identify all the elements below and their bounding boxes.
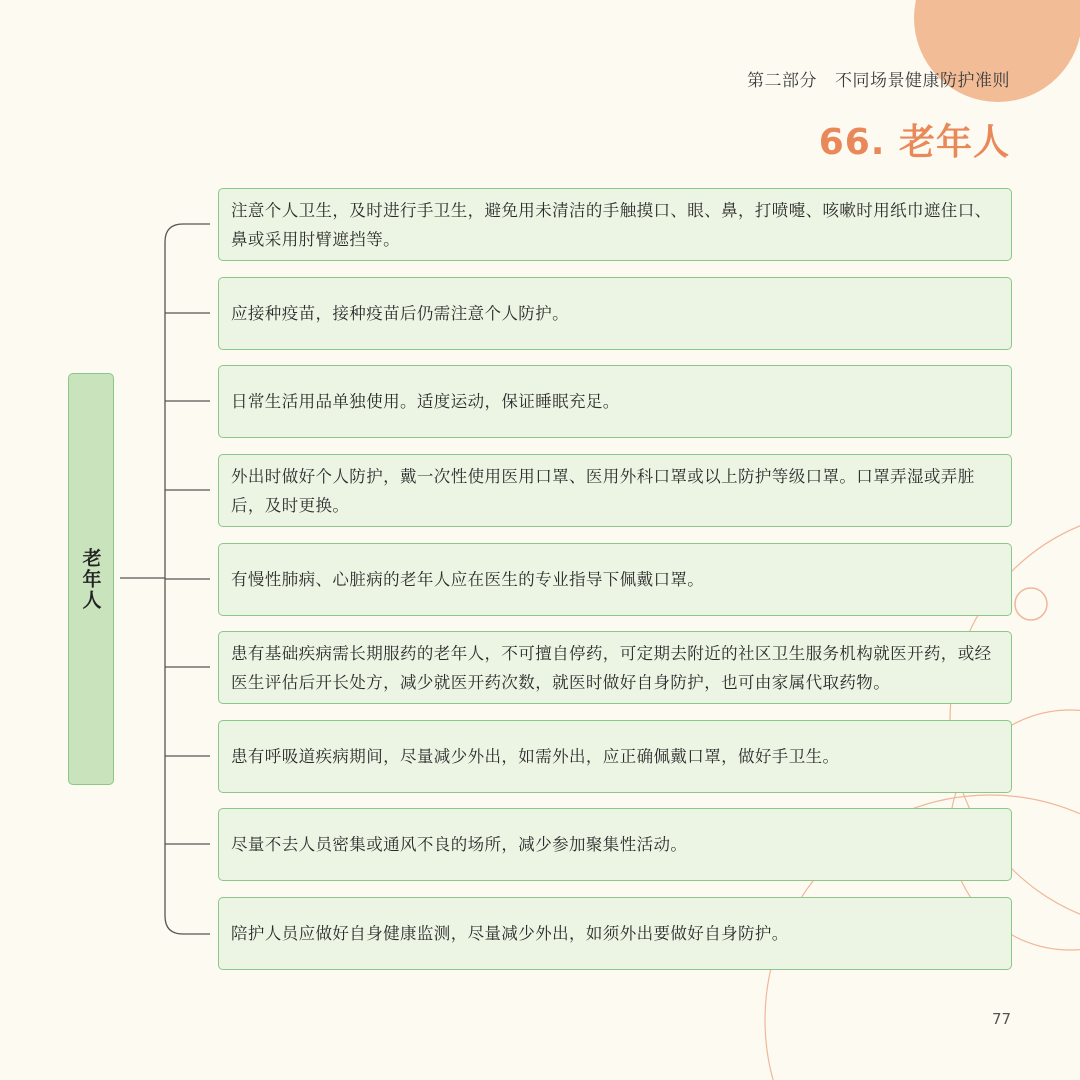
guideline-item-caregiver (218, 897, 1012, 970)
section-title: 不同场景健康防护准则 (835, 71, 1010, 91)
guideline-text: 注意个人卫生，及时进行手卫生，避免用未清洁的手触摸口、眼、鼻，打喷嚏、咳嗽时用纸巾遮住口、鼻或采用肘臂遮挡等。 (231, 200, 992, 249)
section-header (747, 66, 1010, 91)
root-node (68, 373, 114, 785)
guideline-text: 日常生活用品单独使用。适度运动，保证睡眠充足。 (231, 392, 620, 411)
guideline-text: 外出时做好个人防护，戴一次性使用医用口罩、医用外科口罩或以上防护等级口罩。口罩弄湿或弄脏后，及时更换。 (231, 466, 975, 515)
guideline-item-medication (218, 631, 1012, 704)
page-number: 77 (992, 1010, 1012, 1028)
guideline-item-hygiene (218, 188, 1012, 261)
root-label: 老年人 (79, 547, 102, 611)
guideline-text: 应接种疫苗，接种疫苗后仍需注意个人防护。 (231, 304, 569, 323)
guideline-item-crowds (218, 808, 1012, 881)
guideline-item-outing-mask (218, 454, 1012, 527)
small-ring-decoration (1015, 588, 1047, 620)
page-title: 66. 老年人 (818, 122, 1010, 163)
guideline-item-daily-life (218, 365, 1012, 438)
guideline-item-vaccine (218, 277, 1012, 350)
section-label: 第二部分 (747, 71, 817, 91)
guideline-text: 尽量不去人员密集或通风不良的场所，减少参加聚集性活动。 (231, 835, 688, 854)
guideline-text: 患有呼吸道疾病期间，尽量减少外出，如需外出，应正确佩戴口罩，做好手卫生。 (231, 747, 840, 766)
guideline-text: 陪护人员应做好自身健康监测，尽量减少外出，如须外出要做好自身防护。 (231, 924, 789, 943)
guideline-item-chronic-disease (218, 543, 1012, 616)
guideline-text: 患有基础疾病需长期服药的老年人，不可擅自停药，可定期去附近的社区卫生服务机构就医开药，或经医生评估后开长处方，减少就医开药次数，就医时做好自身防护，也可由家属代取药物。 (231, 643, 992, 692)
guideline-item-respiratory (218, 720, 1012, 793)
guideline-text: 有慢性肺病、心脏病的老年人应在医生的专业指导下佩戴口罩。 (231, 570, 705, 589)
